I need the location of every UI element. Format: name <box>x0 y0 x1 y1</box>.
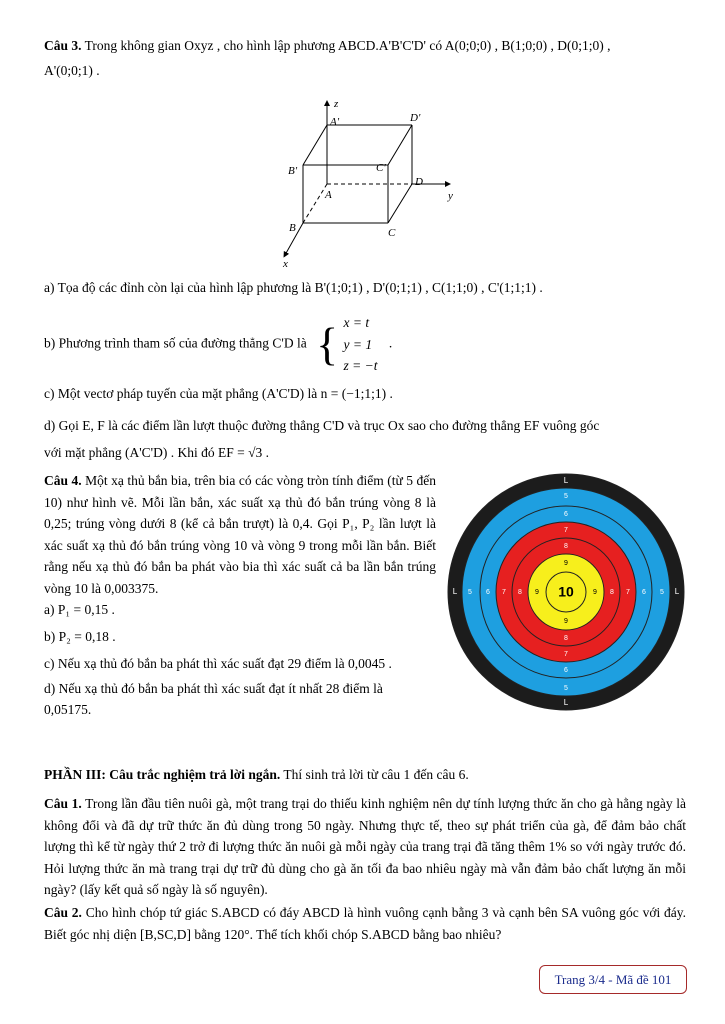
label-B: B <box>289 222 296 234</box>
target-label-right-7: 7 <box>626 588 630 596</box>
q3-b-text: b) Phương trình tham số của đường thẳng C'D là <box>44 335 307 351</box>
p1-text: Trong lần đầu tiên nuôi gà, một trang trại do thiếu kinh nghiệm nên dự tính lượng thức ăn cho gà hằng ngày là không đổi và đã dự trữ thức ăn đủ dùng trong 50 ngày. Nhưng thực tế, theo sự phát triển của gà, để đảm bảo chất lượng thì kể từ ngày thứ 2 trở đi lượng thức ăn nuôi gà mỗi ngày của trang trại đã tăng thêm 1% so với ngày trước đó. Hỏi lượng thức ăn mà trang trại dự trữ đủ dùng cho gà ăn tối đa bao nhiêu ngày mà vẫn đảm bảo chất lượng ăn mỗi ngày? (lấy kết quả số ngày là số nguyên). <box>44 796 686 898</box>
p1-question <box>44 793 686 901</box>
q3-c-text: c) Một vectơ pháp tuyến của mặt phẳng (A'C'D) là n = (−1;1;1) . <box>44 386 393 401</box>
q4-options <box>44 600 436 721</box>
label-x: x <box>283 258 288 270</box>
part3-instruction: Thí sinh trả lời từ câu 1 đến câu 6. <box>280 767 469 782</box>
target-label-right-6: 6 <box>642 588 646 596</box>
target-label-top-8: 8 <box>564 542 568 550</box>
target-label-right-8: 8 <box>610 588 614 596</box>
cube-figure <box>270 95 470 270</box>
label-D: D <box>415 176 423 188</box>
part3-title: PHẦN III: Câu trắc nghiệm trả lời ngắn. <box>44 767 281 782</box>
shooting-target <box>446 472 686 712</box>
label-D1: D' <box>410 112 421 124</box>
part3-heading <box>44 765 686 786</box>
target-label-bottom-L: L <box>563 698 569 708</box>
label-B1: B' <box>288 165 298 177</box>
q3-label: Câu 3. <box>44 38 82 53</box>
q4-c-text: c) Nếu xạ thủ đó bắn ba phát thì xác suất đạt 29 điểm là 0,0045 . <box>44 655 392 671</box>
target-label-bottom-7: 7 <box>564 650 568 658</box>
target-label-left-L: L <box>452 587 458 597</box>
system-eq-2: y = 1 <box>343 336 373 352</box>
target-label-bottom-5: 5 <box>564 684 568 692</box>
target-label-bottom-9: 9 <box>564 617 568 625</box>
target-label-left-5: 5 <box>468 588 472 596</box>
system-eq-1: x = t <box>343 315 370 330</box>
target-label-bottom-6: 6 <box>564 666 568 674</box>
target-label-left-6: 6 <box>486 588 490 596</box>
q3-d-text-1: d) Gọi E, F là các điểm lần lượt thuộc đường thẳng C'D và trục Ox sao cho đường thẳng EF vuông góc <box>44 418 600 433</box>
label-C1: C' <box>376 162 386 174</box>
q4-d-text-2: 0,05175. <box>44 701 92 717</box>
q3-option-c <box>44 384 686 405</box>
target-center-10: 10 <box>558 583 574 600</box>
label-C: C <box>388 227 396 239</box>
q3-a-text: a) Tọa độ các đỉnh còn lại của hình lập phương là B'(1;0;1) , D'(0;1;1) , C(1;1;0) , C'(1;1;1) . <box>44 280 543 295</box>
x-axis-hidden <box>303 184 327 223</box>
target-label-left-7: 7 <box>502 588 506 596</box>
q3-b-end: . <box>388 335 393 351</box>
label-z: z <box>334 98 339 110</box>
label-A: A <box>325 189 332 201</box>
q4-label: Câu 4. <box>44 473 82 488</box>
target-label-top-7: 7 <box>564 526 568 534</box>
q4-stem <box>44 470 436 600</box>
q4-b-text: b) P₂ = 0,18 . <box>44 628 116 644</box>
q4-text: Một xạ thủ bắn bia, trên bia có các vòng tròn tính điểm (từ 5 đến 10) như hình vẽ. Mỗi lần bắn, xác suất xạ thủ đó bắn trúng vòng 8 là 0,25; trúng vòng dưới 8 (kể cả bắn trượt) là 0,4. Gọi P₁, P₂ lần lượt là xác suất xạ thủ đó bắn trúng vòng 10 và vòng 9 trong mỗi lần bắn. Biết rằng nếu xạ thủ đó bắn ba phát vào bia thì xác suất cả ba lần bắn trúng vòng 10 là 0,003375. <box>44 473 436 596</box>
p2-label: Câu 2. <box>44 905 82 920</box>
q3-intro <box>44 36 686 82</box>
p2-question <box>44 902 686 947</box>
target-label-left-8: 8 <box>518 588 522 596</box>
q3-option-b <box>44 312 686 377</box>
target-label-top-9: 9 <box>564 559 568 567</box>
q4-a-text: a) P₁ = 0,15 . <box>44 602 115 617</box>
parametric-system <box>316 312 379 377</box>
p1-label: Câu 1. <box>44 796 82 811</box>
target-label-top-L: L <box>563 476 569 486</box>
q3-intro-text: Trong không gian Oxyz , cho hình lập phương ABCD.A'B'C'D' có A(0;0;0) , B(1;0;0) , D(0;1;0) , <box>81 38 611 53</box>
target-label-right-L: L <box>674 587 680 597</box>
target-label-right-9: 9 <box>593 588 597 596</box>
q4-d-text-1: d) Nếu xạ thủ đó bắn ba phát thì xác suất đạt ít nhất 28 điểm là <box>44 680 383 696</box>
system-eq-3: z = −t <box>343 358 378 374</box>
p2-text: Cho hình chóp tứ giác S.ABCD có đáy ABCD là hình vuông cạnh bằng 3 và cạnh bên SA vuông góc với đáy. Biết góc nhị diện [B,SC,D] bằng 120°. Thể tích khối chóp S.ABCD bằng bao nhiêu? <box>44 905 686 943</box>
target-label-top-6: 6 <box>564 510 568 518</box>
page-footer: Trang 3/4 - Mã đề 101 <box>539 965 687 994</box>
system-brace: { <box>316 318 339 370</box>
q3-intro-text-2: A'(0;0;1) . <box>44 62 100 78</box>
q3-option-d <box>44 416 686 464</box>
label-A1: A' <box>330 116 340 128</box>
q3-d-text-2: với mặt phẳng (A'C'D) . Khi đó EF = √3 . <box>44 444 270 460</box>
target-label-left-9: 9 <box>535 588 539 596</box>
label-y: y <box>448 190 453 202</box>
target-label-right-5: 5 <box>660 588 664 596</box>
target-label-bottom-8: 8 <box>564 634 568 642</box>
q3-option-a <box>44 278 686 299</box>
target-label-top-5: 5 <box>564 492 568 500</box>
